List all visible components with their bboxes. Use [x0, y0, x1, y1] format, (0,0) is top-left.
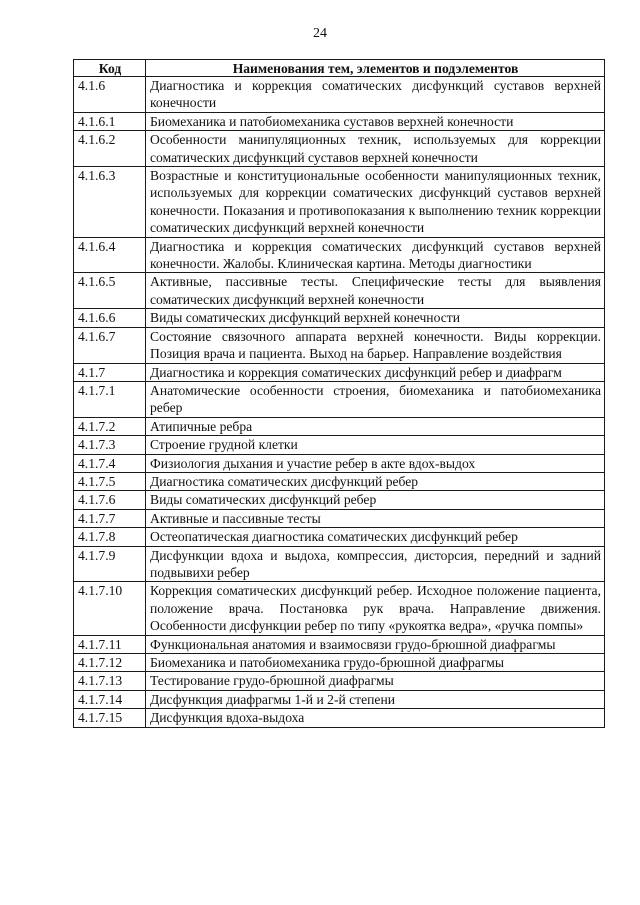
row-code: 4.1.7.15 [74, 709, 146, 727]
row-name: Диагностика и коррекция соматических дисфункций суставов верхней конечности [146, 77, 605, 113]
table-row [74, 309, 605, 327]
row-code: 4.1.7.1 [74, 381, 146, 417]
row-code: 4.1.7.10 [74, 582, 146, 635]
table-row [74, 654, 605, 672]
row-name: Дисфункции вдоха и выдоха, компрессия, дисторсия, передний и задний подвывихи ребер [146, 546, 605, 582]
row-code: 4.1.7.6 [74, 491, 146, 509]
row-code: 4.1.7.2 [74, 417, 146, 435]
table-row [74, 381, 605, 417]
row-code: 4.1.6.5 [74, 273, 146, 309]
row-code: 4.1.6 [74, 77, 146, 113]
table-row [74, 709, 605, 727]
table-row [74, 112, 605, 130]
table-row [74, 528, 605, 546]
table-row [74, 454, 605, 472]
row-name: Диагностика и коррекция соматических дисфункций ребер и диафрагм [146, 363, 605, 381]
row-name: Анатомические особенности строения, биомеханика и патобиомеханика ребер [146, 381, 605, 417]
row-code: 4.1.7 [74, 363, 146, 381]
row-code: 4.1.7.5 [74, 472, 146, 490]
row-code: 4.1.7.8 [74, 528, 146, 546]
table-row [74, 77, 605, 113]
table-row [74, 472, 605, 490]
row-code: 4.1.6.7 [74, 327, 146, 363]
table-row [74, 546, 605, 582]
curriculum-table [73, 59, 605, 728]
column-header-name: Наименования тем, элементов и подэлементов [146, 60, 605, 77]
row-code: 4.1.7.13 [74, 672, 146, 690]
row-name: Дисфункция диафрагмы 1-й и 2-й степени [146, 690, 605, 708]
row-code: 4.1.6.1 [74, 112, 146, 130]
row-name: Дисфункция вдоха-выдоха [146, 709, 605, 727]
row-name: Виды соматических дисфункций ребер [146, 491, 605, 509]
table-row [74, 436, 605, 454]
row-name: Строение грудной клетки [146, 436, 605, 454]
row-code: 4.1.7.11 [74, 635, 146, 653]
row-code: 4.1.6.3 [74, 167, 146, 238]
row-code: 4.1.6.4 [74, 237, 146, 273]
row-name: Коррекция соматических дисфункций ребер. Исходное положение пациента, положение врача. Постановка рук врача. Направление движения. Особенности дисфункции ребер по типу «рукоятка ведра», «ручка помпы» [146, 582, 605, 635]
row-name: Тестирование грудо-брюшной диафрагмы [146, 672, 605, 690]
row-code: 4.1.7.4 [74, 454, 146, 472]
row-name: Активные и пассивные тесты [146, 509, 605, 527]
table-row [74, 635, 605, 653]
row-code: 4.1.6.2 [74, 131, 146, 167]
table-row [74, 327, 605, 363]
row-code: 4.1.7.12 [74, 654, 146, 672]
table-row [74, 363, 605, 381]
row-name: Биомеханика и патобиомеханика суставов верхней конечности [146, 112, 605, 130]
row-code: 4.1.7.9 [74, 546, 146, 582]
row-name: Остеопатическая диагностика соматических дисфункций ребер [146, 528, 605, 546]
table-row [74, 690, 605, 708]
table-row [74, 273, 605, 309]
row-name: Диагностика соматических дисфункций ребер [146, 472, 605, 490]
row-code: 4.1.7.3 [74, 436, 146, 454]
table-row [74, 582, 605, 635]
table-body [74, 77, 605, 728]
table-row [74, 167, 605, 238]
row-code: 4.1.7.14 [74, 690, 146, 708]
table-header-row [74, 60, 605, 77]
row-name: Особенности манипуляционных техник, используемых для коррекции соматических дисфункций суставов верхней конечности [146, 131, 605, 167]
table-row [74, 509, 605, 527]
row-name: Возрастные и конституциональные особенности манипуляционных техник, используемых для коррекции соматических дисфункций суставов верхней конечности. Показания и противопоказания к выполнению техник коррекции соматических дисфункций верхней конечности [146, 167, 605, 238]
row-name: Атипичные ребра [146, 417, 605, 435]
table-row [74, 417, 605, 435]
table-row [74, 491, 605, 509]
column-header-code: Код [74, 60, 146, 77]
row-code: 4.1.6.6 [74, 309, 146, 327]
row-name: Физиология дыхания и участие ребер в акте вдох-выдох [146, 454, 605, 472]
row-name: Биомеханика и патобиомеханика грудо-брюшной диафрагмы [146, 654, 605, 672]
row-name: Виды соматических дисфункций верхней конечности [146, 309, 605, 327]
page-number: 24 [313, 26, 327, 41]
row-name: Состояние связочного аппарата верхней конечности. Виды коррекции. Позиция врача и пациента. Выход на барьер. Направление воздействия [146, 327, 605, 363]
row-name: Функциональная анатомия и взаимосвязи грудо-брюшной диафрагмы [146, 635, 605, 653]
row-name: Диагностика и коррекция соматических дисфункций суставов верхней конечности. Жалобы. Клиническая картина. Методы диагностики [146, 237, 605, 273]
table-row [74, 131, 605, 167]
row-code: 4.1.7.7 [74, 509, 146, 527]
row-name: Активные, пассивные тесты. Специфические тесты для выявления соматических дисфункций верхней конечности [146, 273, 605, 309]
table-row [74, 672, 605, 690]
table-row [74, 237, 605, 273]
